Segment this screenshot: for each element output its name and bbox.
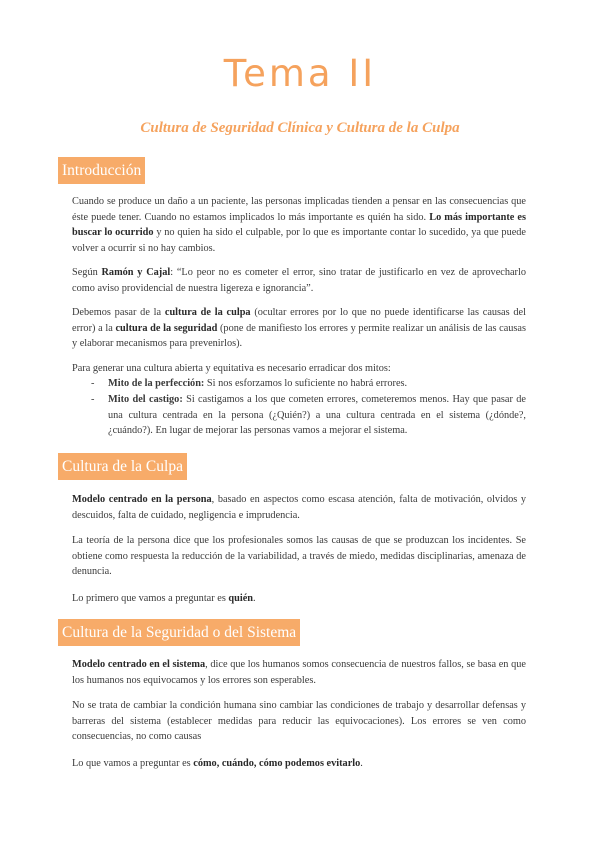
section-heading-cultura-seguridad: Cultura de la Seguridad o del Sistema bbox=[58, 619, 300, 646]
bullet-item: Mito de la perfección: Si nos esforzamos lo suficiente no habrá errores. bbox=[108, 378, 408, 389]
intro-paragraph-4: Para generar una cultura abierta y equitativa es necesario erradicar dos mitos: bbox=[72, 363, 391, 374]
sistema-paragraph-2: No se trata de cambiar la condición humana sino cambiar las condiciones de trabajo y desarrollar defensas y barreras del sistema (establecer medidas para reducir las equivocaciones). Los errores se ven como consecuencias, no como causas bbox=[72, 700, 526, 743]
intro-paragraph-3: Debemos pasar de la cultura de la culpa (ocultar errores por lo que no puede identificarse las causas del error) a la cultura de la seguridad (pone de manifiesto los errores y permite realizar un análisis de las causas y elaborar mecanismos para prevenirlos). bbox=[72, 307, 526, 350]
culpa-paragraph-3: Lo primero que vamos a preguntar es quién. bbox=[72, 593, 256, 604]
section-heading-cultura-culpa: Cultura de la Culpa bbox=[58, 453, 187, 480]
culpa-paragraph-1: Modelo centrado en la persona, basado en aspectos como escasa atención, falta de motivación, olvidos y descuidos, falta de cuidado, negligencia e imprudencia. bbox=[72, 494, 526, 521]
intro-paragraph-2: Según Ramón y Cajal: “Lo peor no es cometer el error, sino tratar de justificarlo en vez de aprovecharlo como aviso providencial de nuestra ligereza e ignorancia”. bbox=[72, 267, 526, 294]
bullet-dash: - bbox=[91, 394, 95, 405]
bullet-dash: - bbox=[91, 378, 95, 389]
section-heading-introduccion: Introducción bbox=[58, 157, 145, 184]
page-subtitle: Cultura de Seguridad Clínica y Cultura de la Culpa bbox=[140, 120, 460, 136]
sistema-paragraph-1: Modelo centrado en el sistema, dice que los humanos somos consecuencia de nuestros fallos, se basa en que los humanos nos equivocamos y los errores son esperables. bbox=[72, 659, 526, 686]
page-title: Tema II bbox=[223, 52, 377, 95]
sistema-paragraph-3: Lo que vamos a preguntar es cómo, cuándo, cómo podemos evitarlo. bbox=[72, 758, 363, 769]
intro-paragraph-1: Cuando se produce un daño a un paciente, las personas implicadas tienden a pensar en las consecuencias que éste puede tener. Cuando no estamos implicados lo más importante es quién ha sido. Lo más importante es buscar lo ocurrido y no quien ha sido el culpable, por lo que es importante contar lo sucedido, ya que puede volver a ocurrir si no hay cambios. bbox=[72, 196, 527, 254]
bullet-item: Mito del castigo: Si castigamos a los que cometen errores, cometeremos menos. Hay que pasar de una cultura centrada en la persona (¿Quién?) a una cultura centrada en el sistema (¿dónde?, ¿cuándo?). En lugar de mejorar las personas vamos a mejorar el sistema. bbox=[108, 394, 526, 437]
culpa-paragraph-2: La teoría de la persona dice que los profesionales somos las causas de que se produzcan los incidentes. Se obtiene como respuesta la reducción de la variabilidad, a través de miedo, medidas disciplinarias, amenaza de denuncia. bbox=[72, 535, 526, 578]
